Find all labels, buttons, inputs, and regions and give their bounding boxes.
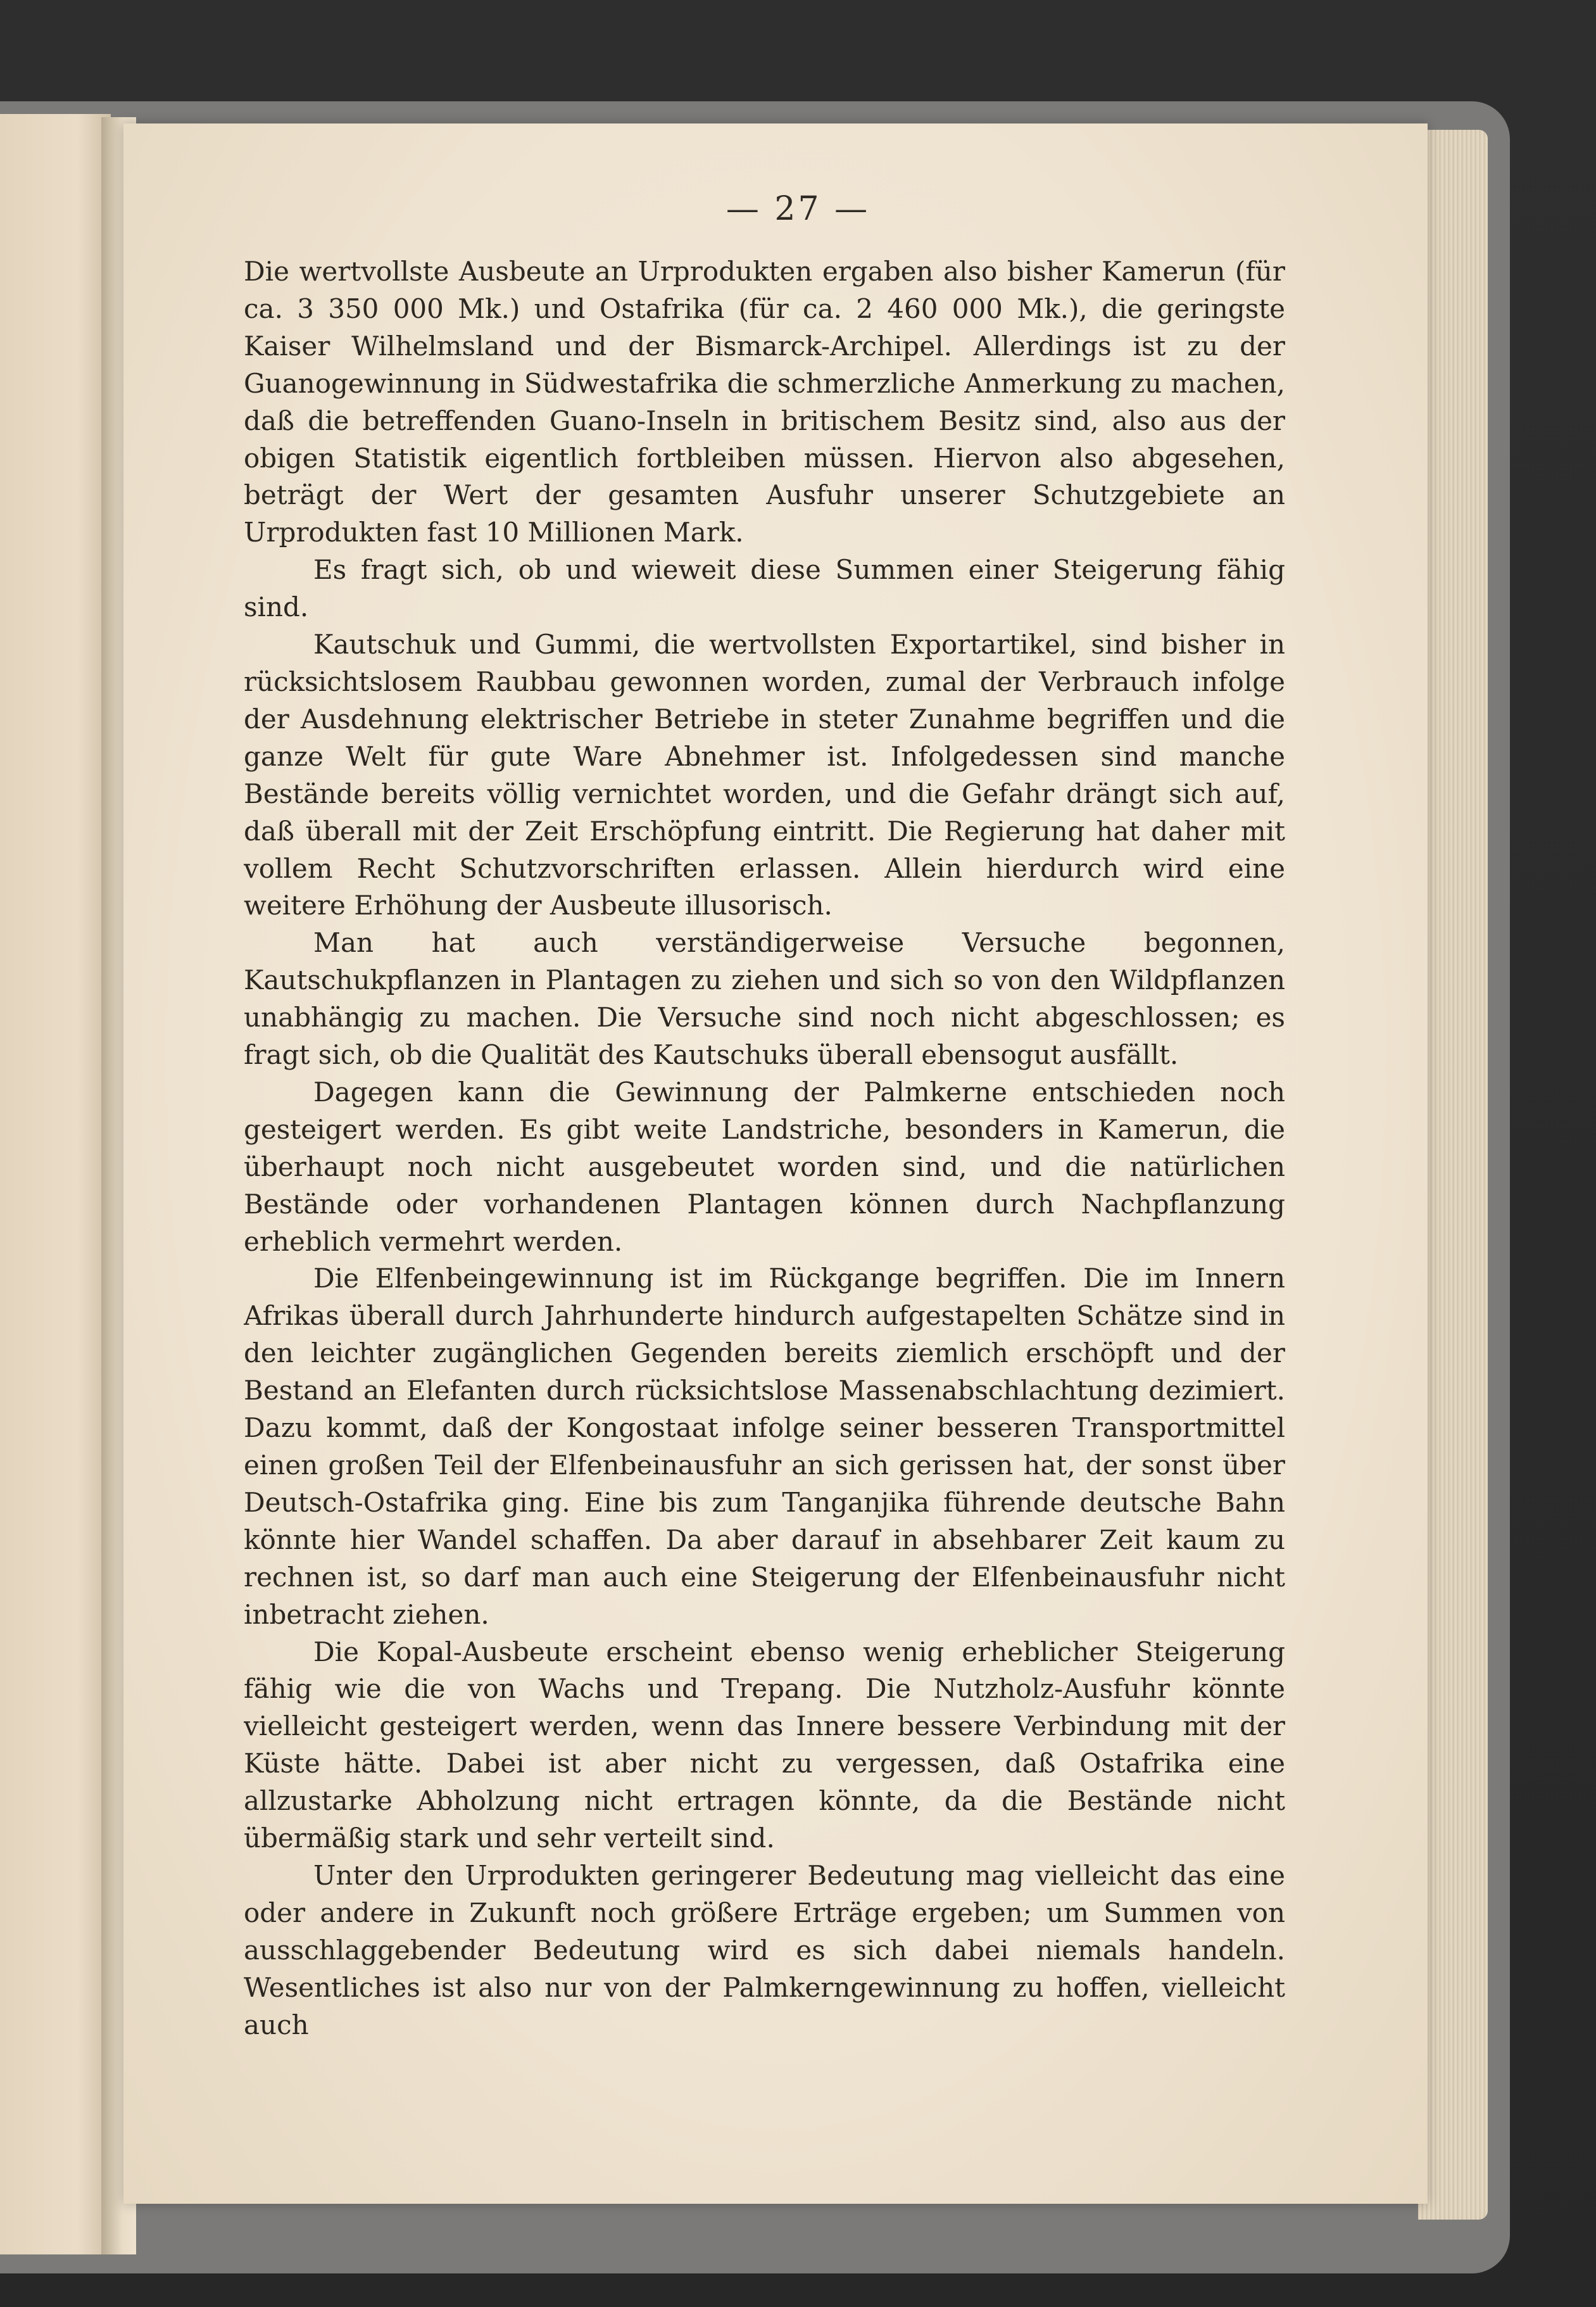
page-stack-edges xyxy=(1418,130,1488,2220)
paragraph: Kautschuk und Gummi, die wertvollsten Exportartikel, sind bisher in rücksichtslosem Raubbau gewonnen worden, zumal der Verbrauch infolge der Ausdehnung elektrischer Betriebe in steter Zunahme begriffen und die ganze Welt für gute Ware Abnehmer ist. Infolgedessen sind manche Bestände bereits völlig vernichtet worden, und die Gefahr drängt sich auf, daß überall mit der Zeit Erschöpfung eintritt. Die Regierung hat daher mit vollem Recht Schutzvorschriften erlassen. Allein hierdurch wird eine weitere Erhöhung der Ausbeute illusorisch. xyxy=(244,629,1285,921)
paragraph: Die Elfenbeingewinnung ist im Rückgange begriffen. Die im Innern Afrikas überall durch Jahrhunderte hindurch aufgestapelten Schätze sind in den leichter zugänglichen Gegenden bereits ziemlich erschöpft und der Bestand an Elefanten durch rücksichtslose Massenabschlachtung dezimiert. Dazu kommt, daß der Kongostaat infolge seiner besseren Transportmittel einen großen Teil der Elfenbeinausfuhr an sich gerissen hat, der sonst über Deutsch-Ostafrika ging. Eine bis zum Tanganjika führende deutsche Bahn könnte hier Wandel schaffen. Da aber darauf in absehbarer Zeit kaum zu rechnen ist, so darf man auch eine Steigerung der Elfenbeinausfuhr nicht inbetracht ziehen. xyxy=(244,1263,1285,1630)
paragraph: Es fragt sich, ob und wieweit diese Summen einer Steigerung fähig sind. xyxy=(244,554,1285,623)
paragraph: Die Kopal-Ausbeute erscheint ebenso wenig erheblicher Steigerung fähig wie die von Wachs und Trepang. Die Nutzholz-Ausfuhr könnte vielleicht gesteigert werden, wenn das Innere bessere Verbindung mit der Küste hätte. Dabei ist aber nicht zu vergessen, daß Ostafrika eine allzustarke Abholzung nicht ertragen könnte, da die Bestände nicht übermäßig stark und sehr verteilt sind. xyxy=(244,1636,1285,1854)
paragraph: Dagegen kann die Gewinnung der Palmkerne entschieden noch gesteigert werden. Es gibt weite Landstriche, besonders in Kamerun, die überhaupt noch nicht ausgebeutet worden sind, und die natürlichen Bestände oder vorhandenen Plantagen können durch Nachpflanzung erheblich vermehrt werden. xyxy=(244,1076,1285,1257)
body-text xyxy=(244,253,1285,2045)
previous-page-edge xyxy=(0,114,111,2254)
page-number: — 27 — xyxy=(726,190,870,228)
paragraph: Unter den Urprodukten geringerer Bedeutung mag vielleicht das eine oder andere in Zukunft noch größere Erträge ergeben; um Summen von ausschlaggebender Bedeutung wird es sich dabei niemals handeln. Wesentliches ist also nur von der Palmkerngewinnung zu hoffen, vielleicht auch xyxy=(244,1859,1285,2040)
paragraph: Die wertvollste Ausbeute an Urprodukten ergaben also bisher Kamerun (für ca. 3 350 000 Mk.) und Ostafrika (für ca. 2 460 000 Mk.), die geringste Kaiser Wilhelmsland und der Bismarck-Archipel. Allerdings ist zu der Guanogewinnung in Südwestafrika die schmerzliche Anmerkung zu machen, daß die betreffenden Guano-Inseln in britischem Besitz sind, also aus der obigen Statistik eigentlich fortbleiben müssen. Hiervon also abgesehen, beträgt der Wert der gesamten Ausfuhr unserer Schutzgebiete an Urprodukten fast 10 Millionen Mark. xyxy=(244,256,1285,548)
paragraph: Man hat auch verständigerweise Versuche begonnen, Kautschukpflanzen in Plantagen zu ziehen und sich so von den Wildpflanzen unabhängig zu machen. Die Versuche sind noch nicht abgeschlossen; es fragt sich, ob die Qualität des Kautschuks überall ebensogut ausfällt. xyxy=(244,927,1285,1071)
